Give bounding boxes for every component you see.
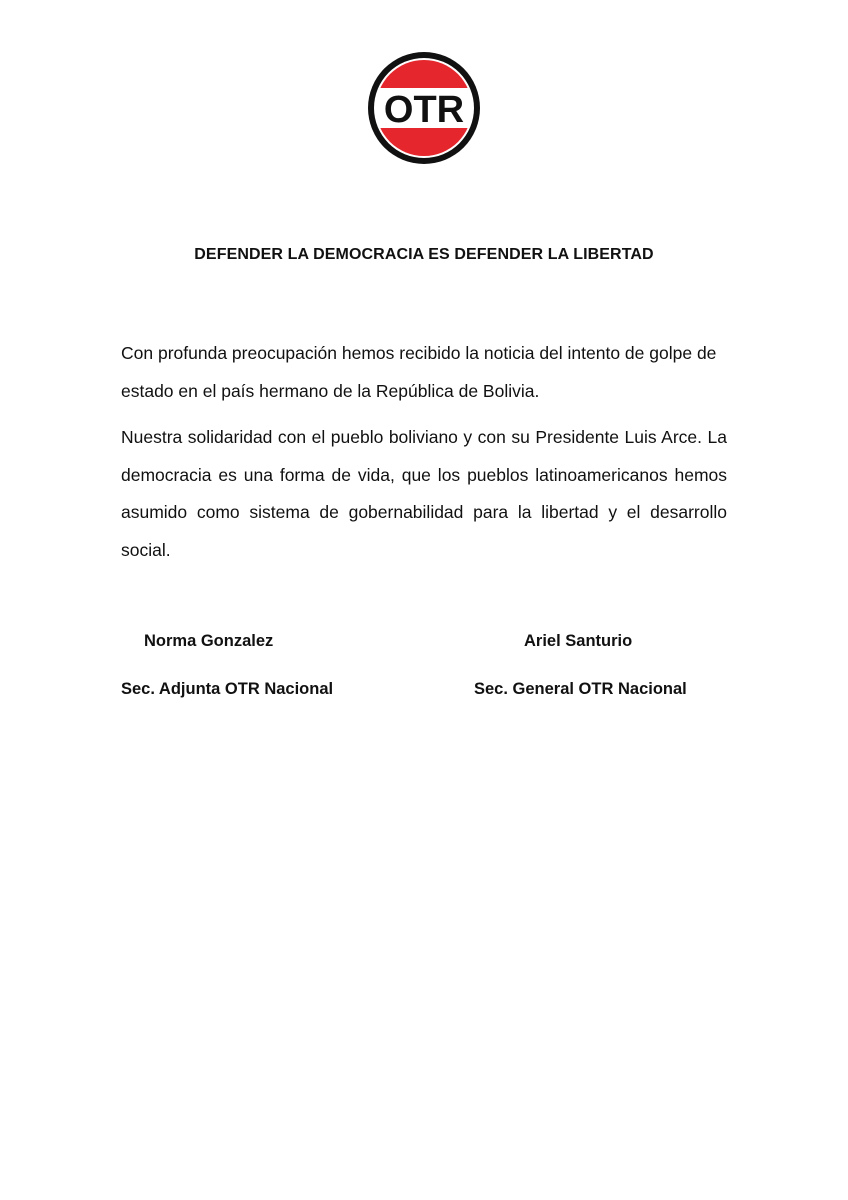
otr-logo <box>366 50 482 166</box>
logo-text: OTR <box>383 89 465 131</box>
signature-role-right: Sec. General OTR Nacional <box>474 680 687 698</box>
paragraph-1: Con profunda preocupación hemos recibido la noticia del intento de golpe de estado en el país hermano de la República de Bolivia. <box>121 343 717 401</box>
signature-role-left: Sec. Adjunta OTR Nacional <box>121 680 334 698</box>
document-title: DEFENDER LA DEMOCRACIA ES DEFENDER LA LIBERTAD <box>194 246 654 263</box>
paragraph-2: Nuestra solidaridad con el pueblo boliviano y con su Presidente Luis Arce. La democracia es una forma de vida, que los pueblos latinoamericanos hemos asumido como sistema de gobernabilidad para la libertad y el desarrollo social. <box>121 427 727 560</box>
signature-name-right: Ariel Santurio <box>524 632 633 650</box>
signature-name-left: Norma Gonzalez <box>144 632 274 650</box>
